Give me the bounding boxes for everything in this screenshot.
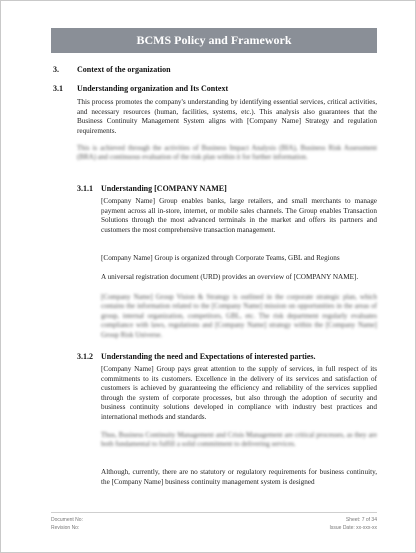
subsubsection-heading: Understanding the need and Expectations of interested parties.	[101, 352, 316, 361]
paragraph: Although, currently, there are no statutory or regulatory requirements for business continuity, the [Company Name] business continuity management system is designed	[101, 468, 377, 486]
subsection-number: 3.1	[53, 84, 63, 93]
paragraph: [Company Name] Group is organized through Corporate Teams, GBL and Regions	[101, 254, 340, 262]
section-heading: Context of the organization	[77, 65, 171, 74]
footer-sheet: Sheet: 7 of 34	[345, 517, 377, 523]
paragraph: [Company Name] Group enables banks, large retailers, and small merchants to manage payment across all in-store, internet, or mobile sales channels. The Group enables Transaction Solutions through the most advanced terminals in the market and offers its partners and customers the most comprehensive transaction management.	[101, 197, 377, 234]
section-number: 3.	[53, 65, 59, 74]
blurred-paragraph: [Company Name] Group Vision & Strategy is outlined in the corporate strategic plan, which contains the information related to the [Company Name] mission on opportunities in the areas of group, internal organization, competitors, GBL, etc. The risk department regularly evaluates compliance with laws, regulations and [Company Name] strategy within the [Company Name] Group Risk Universe.	[101, 293, 377, 339]
subsubsection-heading: Understanding [COMPANY NAME]	[101, 184, 227, 193]
page-title-banner: BCMS Policy and Framework	[51, 28, 377, 53]
blurred-paragraph: This is achieved through the activities of Business Impact Analysis (BIA), Business Risk Assessment (BRA) and continuous evaluation of the risk plan within it for further information.	[77, 144, 377, 162]
footer-revision-number: Revision No:	[51, 525, 80, 531]
footer-issue-date: Issue Date: xx-xxx-xx	[329, 525, 377, 531]
blurred-paragraph: Thus, Business Continuity Management and Crisis Management are critical processes, as they are both fundamental to fulfill a solid commitment to delivering services.	[101, 431, 377, 449]
subsubsection-number: 3.1.2	[77, 352, 93, 361]
footer-divider	[51, 512, 377, 513]
paragraph: This process promotes the company's understanding by identifying essential services, critical activities, and necessary resources (human, facilities, systems, etc.). This analysis also guarantees that the Business Continuity Management System aligns with [Company Name] Strategy and regulation requirements.	[77, 98, 377, 135]
subsection-heading: Understanding organization and Its Context	[77, 84, 229, 93]
footer-document-number: Document No:	[51, 517, 83, 523]
paragraph: [Company Name] Group pays great attention to the supply of services, in full respect of its commitments to its customers. Excellence in the delivery of its services and satisfaction of customers is achieved by guaranteeing the efficiency and reliability of the services supplied through the system of corporate processes, but also through the adoption of security and business continuity solutions developed in compliance with industry best practices and international methods and standards.	[101, 365, 377, 421]
paragraph: A universal registration document (URD) provides an overview of [COMPANY NAME].	[101, 273, 359, 281]
subsubsection-number: 3.1.1	[77, 184, 93, 193]
